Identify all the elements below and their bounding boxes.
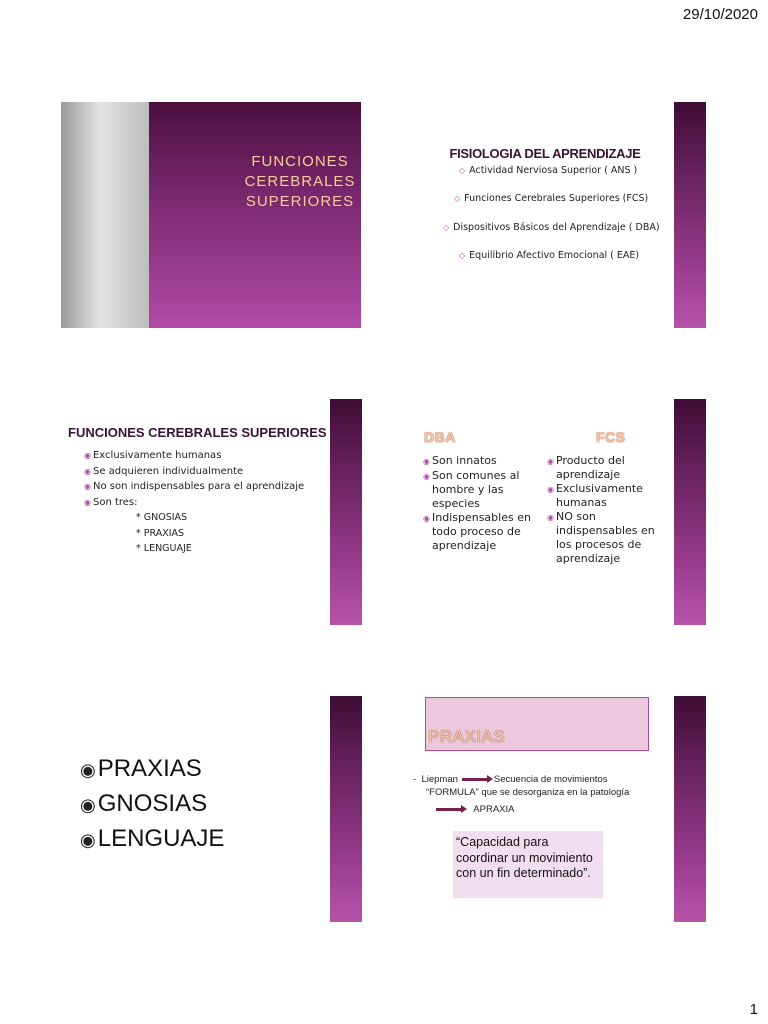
slide-5-list [80, 752, 224, 857]
list-item: ◇ Dispositivos Básicos del Aprendizaje ( DBA) [443, 222, 660, 233]
list-item: ◉ Exclusivamente humanas [84, 450, 222, 461]
slide-6-side-bar [674, 696, 706, 922]
list-item: ◇ Equilibrio Afectivo Emocional ( EAE) [459, 250, 640, 261]
circle-bullet-icon: ◉ [80, 760, 96, 780]
list-item: ◉GNOSIAS [80, 790, 208, 817]
circle-bullet-icon: ◉ [80, 830, 96, 850]
slide-2-heading: FISIOLOGIA DEL APRENDIZAJE [449, 146, 641, 161]
list-item: ◉ Son comunes al hombre y las especies [423, 469, 520, 510]
slide-1-purple-panel [149, 102, 361, 328]
slide-4-side-bar [674, 399, 706, 625]
circle-bullet-icon: ◉ [423, 514, 430, 523]
fcs-heading: FCS [596, 429, 626, 445]
circle-bullet-icon: ◉ [84, 451, 91, 460]
list-item: ◉ Producto del aprendizaje [547, 454, 625, 481]
list-item: ◉ Indispensables en todo proceso de aprendizaje [423, 511, 531, 552]
list-item: ◉ NO son indispensables en los procesos de aprendizaje [547, 510, 655, 565]
slide-6-title: PRAXIAS [428, 727, 506, 746]
slide-2-side-bar [674, 102, 706, 328]
list-item: ◇ Actividad Nerviosa Superior ( ANS ) [459, 165, 638, 176]
circle-bullet-icon: ◉ [84, 466, 91, 476]
slide-1-title [200, 152, 400, 212]
diamond-bullet-icon: ◇ [459, 166, 466, 175]
dba-heading: DBA [424, 429, 456, 445]
circle-bullet-icon: ◉ [80, 795, 96, 815]
right-arrow-icon [436, 808, 464, 811]
list-item: ◇ Funciones Cerebrales Superiores (FCS) [454, 193, 649, 204]
diamond-bullet-icon: ◇ [443, 223, 450, 232]
page-number: 1 [749, 1001, 758, 1018]
list-item: ◉ Son tres: [84, 496, 138, 508]
list-item: ◉ No son indispensables para el aprendizaje [84, 481, 305, 492]
circle-bullet-icon: ◉ [84, 497, 91, 507]
slide-3-side-bar [330, 399, 362, 625]
diamond-bullet-icon: ◇ [459, 251, 466, 260]
circle-bullet-icon: ◉ [547, 457, 554, 466]
page-date: 29/10/2020 [682, 6, 758, 23]
list-item: ◉LENGUAJE [80, 825, 225, 852]
sub-item: * GNOSIAS [136, 512, 188, 523]
slide-3-list [84, 448, 304, 510]
list-item: ◉ Son innatos [423, 454, 497, 467]
dba-list [423, 454, 533, 553]
fcs-list [547, 454, 657, 566]
slide-5-side-bar [330, 696, 362, 922]
circle-bullet-icon: ◉ [547, 485, 554, 494]
slide-3-sublist [136, 510, 192, 557]
title-line: CEREBRALES [244, 173, 356, 190]
list-item: ◉ Exclusivamente humanas [547, 482, 643, 509]
apraxia-line: APRAXIA [432, 804, 514, 815]
definition-quote: “Capacidad para coordinar un movimiento con un fin determinado”. [453, 831, 603, 898]
list-item: ◉PRAXIAS [80, 755, 202, 782]
circle-bullet-icon: ◉ [84, 482, 91, 491]
diamond-bullet-icon: ◇ [454, 194, 461, 203]
circle-bullet-icon: ◉ [423, 472, 430, 481]
title-line: FUNCIONES [251, 153, 349, 170]
slide-3-heading: FUNCIONES CEREBRALES SUPERIORES [68, 425, 327, 440]
formula-line: “FORMULA” que se desorganiza en la patología [426, 787, 630, 798]
title-line: SUPERIORES [245, 193, 355, 210]
sub-item: * LENGUAJE [136, 543, 192, 554]
sub-item: * PRAXIAS [136, 527, 185, 539]
liepman-line: - Liepman Secuencia de movimientos [413, 774, 608, 785]
list-item: ◉ Se adquieren individualmente [84, 465, 244, 477]
circle-bullet-icon: ◉ [547, 513, 554, 522]
right-arrow-icon [462, 778, 490, 781]
slide-1-gray-panel [61, 102, 149, 328]
circle-bullet-icon: ◉ [423, 457, 430, 466]
